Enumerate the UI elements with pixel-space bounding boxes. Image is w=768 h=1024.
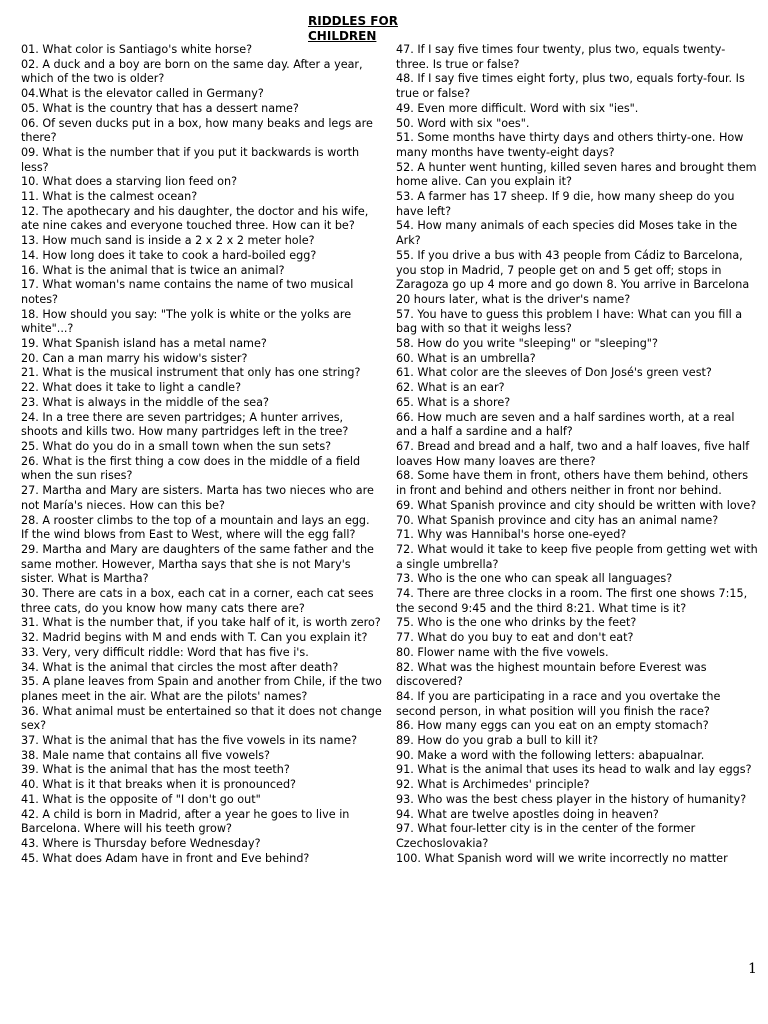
- riddle-item: 27. Martha and Mary are sisters. Marta has two nieces who are not María's nieces. How can this be?: [21, 484, 374, 512]
- riddle-item: 41. What is the opposite of "I don't go out": [21, 792, 261, 806]
- riddle-item: 77. What do you buy to eat and don't eat?: [396, 631, 634, 645]
- riddle-item: 54. How many animals of each species did Moses take in the Ark?: [396, 219, 738, 248]
- riddle-item: 01. What color is Santiago's white horse?: [21, 43, 253, 56]
- riddle-item: 38. Male name that contains all five vowels?: [21, 748, 270, 762]
- riddle-item: 58. How do you write "sleeping" or "sleeping"?: [396, 337, 658, 351]
- riddle-item: 71. Why was Hannibal's horse one-eyed?: [396, 528, 627, 542]
- riddle-item: 67. Bread and bread and a half, two and a half loaves, five half loaves How many loaves are there?: [396, 439, 750, 468]
- riddle-item: 69. What Spanish province and city should be written with love?: [396, 498, 757, 512]
- riddle-item: 14. How long does it take to cook a hard-boiled egg?: [21, 248, 317, 262]
- riddle-item: 40. What is it that breaks when it is pronounced?: [21, 778, 296, 792]
- riddle-item: 43. Where is Thursday before Wednesday?: [21, 836, 261, 850]
- riddle-item: 92. What is Archimedes' principle?: [396, 778, 590, 792]
- riddle-item: 34. What is the animal that circles the most after death?: [21, 660, 339, 674]
- riddle-item: 53. A farmer has 17 sheep. If 9 die, how many sheep do you have left?: [396, 190, 735, 218]
- riddle-item: 20. Can a man marry his widow's sister?: [21, 351, 248, 365]
- riddle-item: 49. Even more difficult. Word with six "ies".: [396, 101, 639, 115]
- riddle-item: 50. Word with six "oes".: [396, 116, 530, 130]
- riddle-item: 45. What does Adam have in front and Eve behind?: [21, 851, 310, 865]
- riddle-item: 35. A plane leaves from Spain and another from Chile, if the two planes meet in the air. What are the pilots' names?: [21, 675, 382, 703]
- riddle-item: 68. Some have them in front, others have them behind, others in front and behind and others neither in front nor behind.: [396, 469, 749, 498]
- riddle-item: 18. How should you say: "The yolk is white or the yolks are white"...?: [21, 307, 352, 336]
- riddle-item: 19. What Spanish island has a metal name?: [21, 337, 267, 351]
- riddle-item: 29. Martha and Mary are daughters of the same father and the same mother. However, Martha says that she is not Mary's sister. What is Martha?: [21, 542, 374, 586]
- riddle-item: 47. If I say five times four twenty, plus two, equals twenty-three. Is true or false?: [396, 43, 726, 71]
- riddle-item: 26. What is the first thing a cow does in the middle of a field when the sun rises?: [21, 454, 361, 483]
- riddle-item: 48. If I say five times eight forty, plus two, equals forty-four. Is true or false?: [396, 72, 745, 101]
- page-number: 1: [748, 961, 757, 977]
- riddle-item: 57. You have to guess this problem I have: What can you fill a bag with so that it weighs less?: [396, 307, 743, 336]
- riddle-item: 04.What is the elevator called in Germany?: [21, 87, 264, 101]
- riddle-item: 86. How many eggs can you eat on an empty stomach?: [396, 719, 709, 733]
- riddle-item: 02. A duck and a boy are born on the same day. After a year, which of the two is older?: [21, 57, 363, 86]
- riddle-item: 93. Who was the best chess player in the history of humanity?: [396, 792, 747, 806]
- riddle-item: 16. What is the animal that is twice an animal?: [21, 263, 285, 277]
- riddle-item: 65. What is a shore?: [396, 395, 511, 409]
- riddle-item: 31. What is the number that, if you take half of it, is worth zero?: [21, 616, 381, 630]
- riddle-item: 25. What do you do in a small town when the sun sets?: [21, 439, 332, 453]
- riddle-item: 66. How much are seven and a half sardines worth, at a real and a half a sardine and a half?: [396, 410, 735, 439]
- riddle-item: 91. What is the animal that uses its head to walk and lay eggs?: [396, 763, 752, 777]
- riddle-item: 42. A child is born in Madrid, after a year he goes to live in Barcelona. Where will his teeth grow?: [21, 807, 350, 836]
- right-riddle-column: [396, 43, 758, 866]
- riddle-item: 73. Who is the one who can speak all languages?: [396, 572, 673, 586]
- riddle-item: If the wind blows from East to West, where will the egg fall?: [21, 528, 356, 542]
- riddle-item: 94. What are twelve apostles doing in heaven?: [396, 807, 659, 821]
- riddle-item: 22. What does it take to light a candle?: [21, 381, 242, 395]
- riddle-item: 10. What does a starving lion feed on?: [21, 175, 238, 189]
- riddle-item: 24. In a tree there are seven partridges; A hunter arrives, shoots and kills two. How many partridges left in the tree?: [21, 410, 349, 439]
- riddle-item: 100. What Spanish word will we write incorrectly no matter: [396, 851, 728, 865]
- riddle-item: 90. Make a word with the following letters: abapualnar.: [396, 748, 705, 762]
- riddle-item: 28. A rooster climbs to the top of a mountain and lays an egg.: [21, 513, 370, 527]
- riddle-item: 62. What is an ear?: [396, 381, 505, 395]
- riddle-item: 80. Flower name with the five vowels.: [396, 645, 609, 659]
- page-title: RIDDLES FOR CHILDREN: [308, 14, 398, 43]
- riddle-item: 23. What is always in the middle of the sea?: [21, 395, 269, 409]
- riddle-item: 06. Of seven ducks put in a box, how many beaks and legs are there?: [21, 116, 373, 145]
- riddle-item: 13. How much sand is inside a 2 x 2 x 2 meter hole?: [21, 234, 315, 248]
- riddle-item: 60. What is an umbrella?: [396, 351, 536, 365]
- riddle-item: 33. Very, very difficult riddle: Word that has five i's.: [21, 645, 309, 659]
- riddle-item: 17. What woman's name contains the name of two musical notes?: [21, 278, 354, 306]
- left-riddle-column: [21, 43, 383, 866]
- riddle-item: 70. What Spanish province and city has an animal name?: [396, 513, 719, 527]
- riddle-item: 61. What color are the sleeves of Don José's green vest?: [396, 366, 712, 380]
- riddle-item: 74. There are three clocks in a room. The first one shows 7:15, the second 9:45 and the third 8:21. What time is it?: [396, 587, 748, 615]
- riddle-item: 05. What is the country that has a dessert name?: [21, 101, 299, 115]
- riddle-item: 97. What four-letter city is in the center of the former Czechoslovakia?: [396, 822, 696, 850]
- riddle-item: 75. Who is the one who drinks by the feet?: [396, 616, 637, 630]
- riddle-item: 52. A hunter went hunting, killed seven hares and brought them home alive. Can you explain it?: [396, 160, 757, 189]
- riddle-item: 11. What is the calmest ocean?: [21, 190, 198, 204]
- riddle-item: 32. Madrid begins with M and ends with T. Can you explain it?: [21, 631, 368, 645]
- riddle-item: 39. What is the animal that has the most teeth?: [21, 763, 290, 777]
- riddle-item: 84. If you are participating in a race and you overtake the second person, in what position will you finish the race?: [396, 689, 721, 718]
- riddle-item: 12. The apothecary and his daughter, the doctor and his wife, ate nine cakes and everyone touched three. How can it be?: [21, 204, 369, 233]
- riddle-item: 30. There are cats in a box, each cat in a corner, each cat sees three cats, do you know how many cats there are?: [21, 587, 374, 615]
- riddle-item: 21. What is the musical instrument that only has one string?: [21, 366, 361, 380]
- riddle-item: 36. What animal must be entertained so that it does not change sex?: [21, 704, 382, 733]
- riddle-item: 89. How do you grab a bull to kill it?: [396, 734, 599, 748]
- riddle-item: 51. Some months have thirty days and others thirty-one. How many months have twenty-eight days?: [396, 131, 744, 159]
- riddle-item: 72. What would it take to keep five people from getting wet with a single umbrella?: [396, 542, 758, 571]
- riddle-item: 37. What is the animal that has the five vowels in its name?: [21, 734, 358, 748]
- riddle-item: 82. What was the highest mountain before Everest was discovered?: [396, 660, 707, 689]
- riddle-item: 09. What is the number that if you put it backwards is worth less?: [21, 145, 360, 174]
- riddle-item: 55. If you drive a bus with 43 people from Cádiz to Barcelona, you stop in Madrid, 7 people get on and 5 get off; stops in Zaragoza go up 4 more and go down 8. You arrive in Barcelona 20 hours later, what is the driver's name?: [396, 248, 750, 306]
